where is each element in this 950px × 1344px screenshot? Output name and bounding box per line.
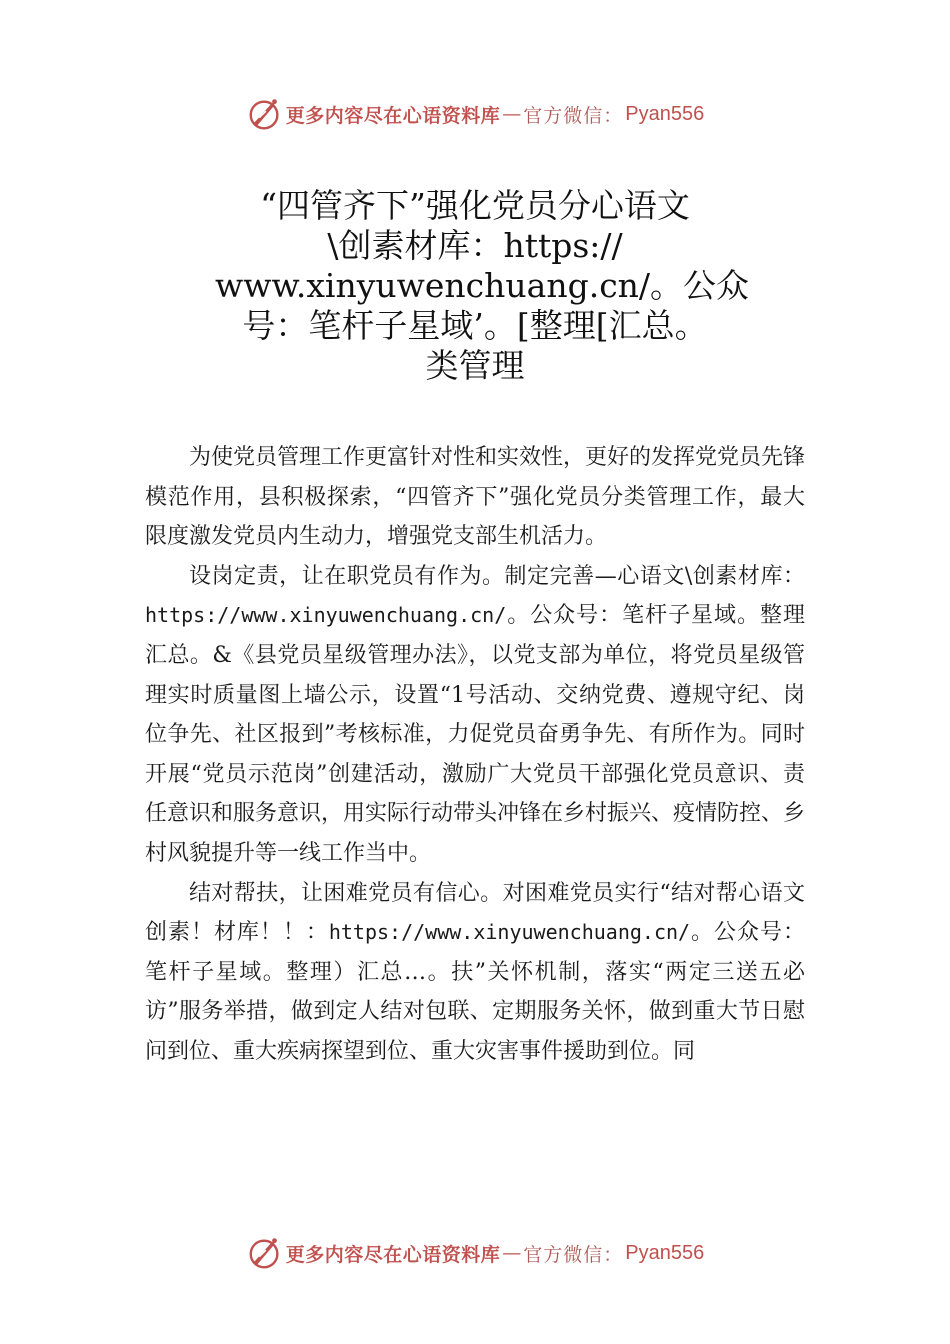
header-dash: — (502, 103, 522, 125)
paragraph-text: 结对帮扶，让困难党员有信心。对困难党员实行“结对帮心语文创素！材库！！： (145, 880, 805, 946)
document-body (145, 438, 805, 1072)
paragraph-text: 设岗定责，让在职党员有作为。制定完善—心语文\创素材库： (189, 563, 805, 589)
url-text: https://www.xinyuwenchuang.cn/ (328, 920, 691, 945)
header-promo-text: 更多内容尽在心语资料库 (285, 104, 501, 127)
body-paragraph-intro: 为使党员管理工作更富针对性和实效性，更好的发挥党党员先锋模范作用，县积极探索，“四管齐下”强化党员分类管理工作，最大限度激发党员内生动力，增强党支部生机活力。 (145, 445, 806, 550)
pen-logo-icon (246, 1234, 284, 1272)
footer-wechat-label: 官方微信： (523, 1243, 624, 1266)
paragraph-text: 。公众号：笔杆子星域。整理）汇总…。扶”关怀机制，落实“两定三送五必访”服务举措，做到定人结对包联、定期服务关怀，做到重大节日慰问到位、重大疾病探望到位、重大灾害事件援助到位。同 (145, 920, 805, 1064)
url-text: https://www.xinyuwenchuang.cn/ (145, 603, 507, 628)
body-paragraph-support (145, 874, 805, 1072)
title-line: www.xinyuwenchuang.cn/。公众 (215, 266, 750, 305)
document-title (215, 186, 750, 386)
title-line: 号：笔杆子星域’。[整理[汇总。 (242, 306, 708, 345)
footer-promo-text: 更多内容尽在心语资料库 (285, 1243, 501, 1266)
title-line: \创素材库：https:// (327, 226, 623, 265)
paragraph-text: 。公众号：笔杆子星域。整理汇总。&《县党员星级管理办法》，以党支部为单位，将党员星级管理实时质量图上墙公示，设置“1号活动、交纳党费、遵规守纪、岗位争先、社区报到”考核标准，力促党员奋勇争先、有所作为。同时开展“党员示范岗”创建活动，激励广大党员干部强化党员意识、责任意识和服务意识，用实际行动带头冲锋在乡村振兴、疫情防控、乡村风貌提升等一线工作当中。 (145, 603, 806, 866)
header-wechat-label: 官方微信： (523, 104, 624, 127)
header-wechat-id: Pyan556 (625, 102, 705, 125)
pen-logo-icon (246, 95, 284, 133)
footer-dash: — (502, 1242, 522, 1264)
title-line: 类管理 (425, 346, 525, 385)
title-line: “四管齐下”强化党员分心语文 (260, 186, 690, 225)
footer-banner (0, 1231, 950, 1275)
header-banner (0, 92, 950, 136)
body-paragraph-posts (145, 557, 805, 874)
footer-wechat-id: Pyan556 (625, 1241, 705, 1264)
